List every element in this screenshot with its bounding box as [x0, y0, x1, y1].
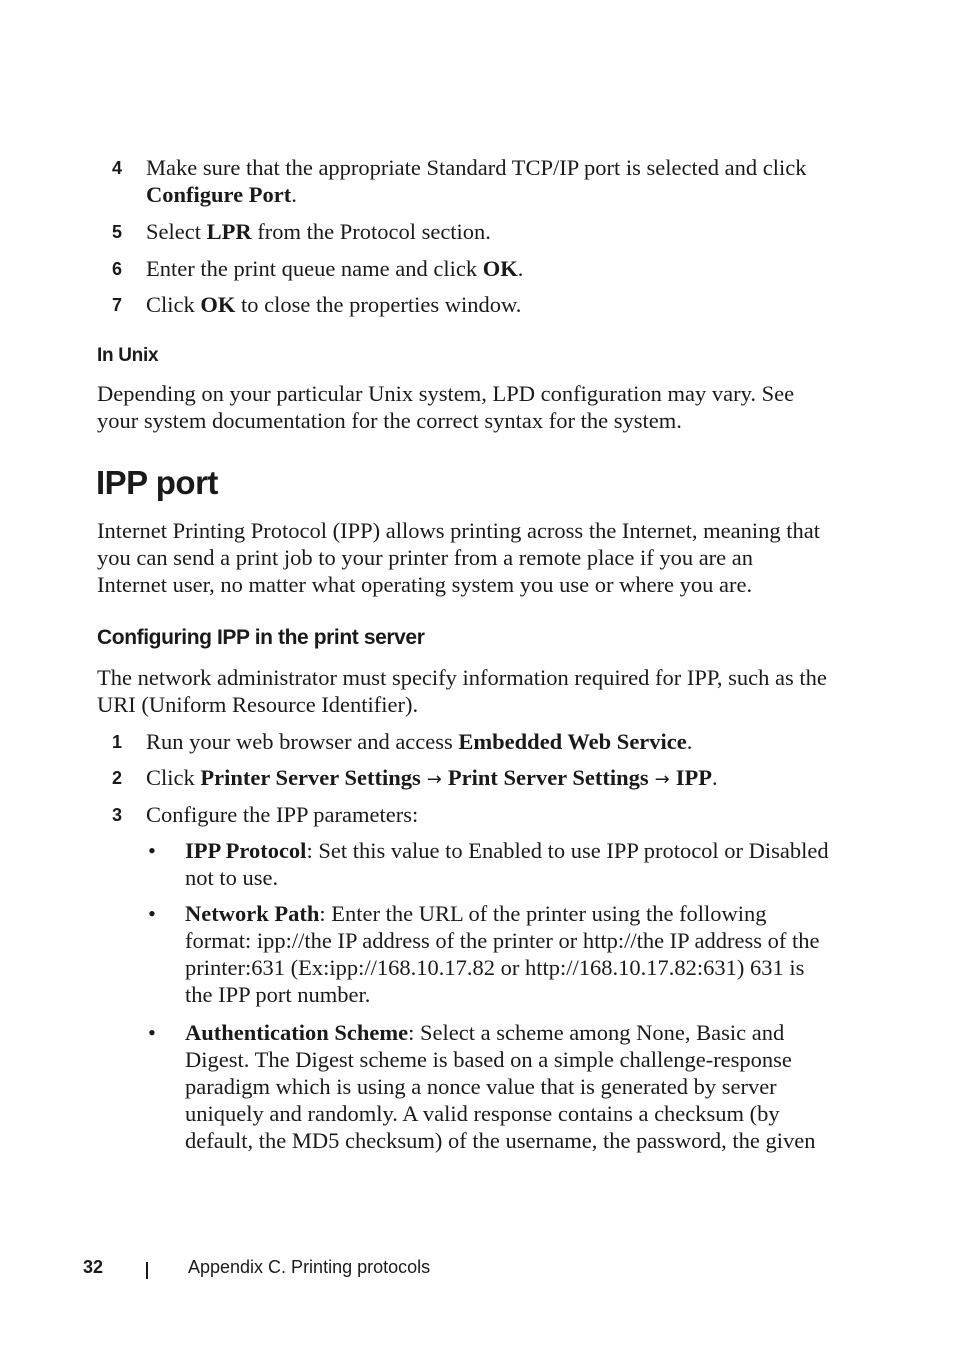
step-text-post: to close the properties window.: [235, 292, 522, 317]
bullet-network-path: [148, 900, 838, 1010]
step-text: [146, 255, 826, 282]
menu-path-print-server-settings: Print Server Settings: [447, 765, 649, 790]
step-2: [112, 764, 832, 792]
step-1: [112, 728, 832, 756]
step-7: [112, 291, 832, 319]
step-text-pre: Run your web browser and access: [146, 729, 459, 754]
step-text: [146, 764, 826, 793]
step-text-pre: Select: [146, 219, 207, 244]
bullet-text: [185, 900, 830, 1008]
step-text-pre: Click: [146, 292, 201, 317]
bullet-term: Authentication Scheme: [185, 1020, 409, 1045]
step-number: 7: [112, 295, 123, 315]
step-bold-term: LPR: [206, 219, 252, 244]
bullet-authentication-scheme: [148, 1019, 838, 1159]
arrow-right-icon: →: [654, 769, 670, 790]
step-number: 2: [112, 768, 123, 788]
step-number: 3: [112, 805, 123, 825]
step-text: [146, 291, 826, 318]
arrow-right-icon: →: [426, 769, 442, 790]
bullet-icon: •: [148, 1020, 156, 1045]
step-number: 1: [112, 732, 123, 752]
step-text-post: .: [686, 729, 693, 754]
step-4: [112, 154, 832, 210]
footer-divider: [146, 1262, 148, 1279]
bullet-description: : Select a scheme among None, Basic and Digest. The Digest scheme is based on a simple challenge-response paradigm which is using a nonce value that is generated by server uniquely and randomly. A valid response contains a checksum (by default, the MD5 checksum) of the username, the password, the given: [185, 1020, 816, 1153]
section-heading-configuring-ipp: Configuring IPP in the print server: [97, 626, 425, 649]
bullet-text: [185, 1019, 830, 1154]
bullet-icon: •: [148, 838, 156, 863]
step-6: [112, 255, 832, 283]
menu-path-ipp: IPP: [675, 765, 712, 790]
config-paragraph: The network administrator must specify information required for IPP, such as the URI (Uniform Resource Identifier).: [97, 665, 827, 717]
bullet-term: IPP Protocol: [185, 838, 307, 863]
bullet-term: Network Path: [185, 901, 320, 926]
section-heading-unix: In Unix: [97, 345, 159, 366]
step-text: [146, 728, 826, 755]
step-number: 6: [112, 259, 123, 279]
footer-chapter-title: Appendix C. Printing protocols: [188, 1257, 431, 1277]
step-bold-term: OK: [482, 256, 518, 281]
step-bold-term: OK: [200, 292, 236, 317]
step-3: [112, 801, 832, 829]
step-number: 5: [112, 222, 123, 242]
step-text: [146, 218, 826, 245]
step-text-pre: Click: [146, 765, 201, 790]
menu-path-printer-server-settings: Printer Server Settings: [200, 765, 421, 790]
step-text: [146, 154, 826, 208]
bullet-description: : Enter the URL of the printer using the following format: ipp://the IP address of the printer or http://the IP address of the printer:631 (Ex:ipp://168.10.17.82 or http://168.10.17.82:631) 631 is the IPP port number.: [185, 901, 820, 1007]
step-5: [112, 218, 832, 246]
bullet-description: : Set this value to Enabled to use IPP protocol or Disabled not to use.: [185, 838, 829, 890]
step-text-post: .: [517, 256, 524, 281]
step-bold-term: Configure Port: [146, 182, 292, 207]
bullet-icon: •: [148, 901, 156, 926]
step-text-post: .: [291, 182, 297, 207]
bullet-text: [185, 837, 830, 891]
step-text: Configure the IPP parameters:: [146, 802, 419, 827]
ipp-paragraph: Internet Printing Protocol (IPP) allows printing across the Internet, meaning that you can send a print job to your printer from a remote place if you are an Internet user, no matter what operating system you use or where you are.: [97, 518, 820, 597]
step-text-pre: Enter the print queue name and click: [146, 256, 483, 281]
step-bold-term: Embedded Web Service: [458, 729, 687, 754]
step-text-pre: Make sure that the appropriate Standard TCP/IP port is selected and click: [146, 155, 807, 180]
page-number: 32: [83, 1257, 104, 1277]
step-text-post: .: [712, 765, 718, 790]
unix-paragraph: Depending on your particular Unix system, LPD configuration may vary. See your system documentation for the correct syntax for the system.: [97, 381, 795, 433]
step-number: 4: [112, 158, 123, 178]
bullet-ipp-protocol: [148, 837, 838, 893]
step-text-post: from the Protocol section.: [251, 219, 491, 244]
chapter-heading-ipp-port: IPP port: [96, 464, 218, 501]
